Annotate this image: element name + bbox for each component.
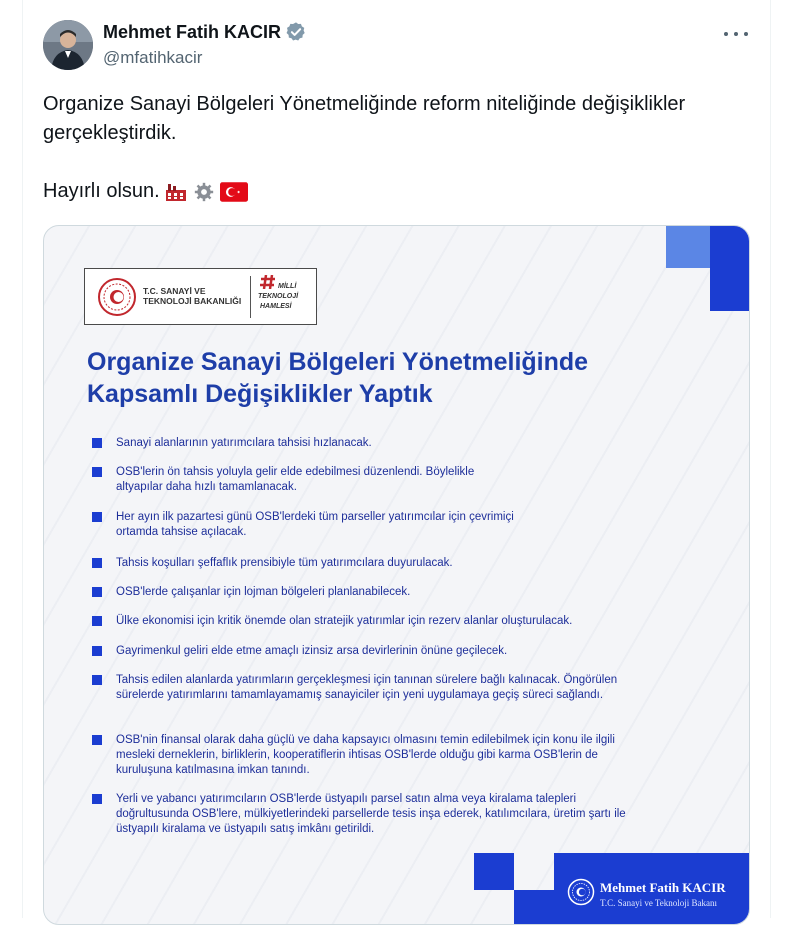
- tweet: [22, 0, 771, 918]
- decor-block-dark: [710, 226, 750, 311]
- bullet-item: OSB'lerde çalışanlar için lojman bölgeleri planlanabilecek.: [92, 585, 410, 600]
- bullet-item: OSB'nin finansal olarak daha güçlü ve daha kapsayıcı olmasını temin edilebilmek için konu ile ilgili mesleki derneklerin, birliklerin, kooperatiflerin ihtisas OSB'lerde olduğu gibi karma OSB'lerin de kuruluşuna katılmasına imkan tanındı.: [92, 733, 646, 778]
- movement-logo-line-1: MİLLİ: [278, 283, 297, 290]
- logo-divider: [250, 276, 251, 318]
- bullet-item: Tahsis koşulları şeffaflık prensibiyle tüm yatırımcılara duyurulacak.: [92, 556, 453, 571]
- tweet-text-hayirli: Hayırlı olsun.: [43, 180, 160, 202]
- movement-logo-line-3: HAMLESİ: [260, 303, 292, 310]
- bullet-item: OSB'lerin ön tahsis yoluyla gelir elde edebilmesi düzenlendi. Böylelikle altyapılar daha hızlı tamamlanacak.: [92, 465, 476, 495]
- media-headline-line-2: Kapsamlı Değişiklikler Yaptık: [87, 380, 433, 408]
- tweet-text: [43, 90, 753, 206]
- turkey-flag-icon: [220, 182, 248, 202]
- ministry-seal-icon: [97, 277, 137, 317]
- decor-block-bottom-1: [474, 853, 514, 890]
- avatar[interactable]: [43, 20, 93, 70]
- movement-logo: [258, 275, 310, 321]
- bullet-item: Sanayi alanlarının yatırımcılara tahsisi hızlanacak.: [92, 436, 372, 451]
- ministry-logo-line-2: TEKNOLOJİ BAKANLIĞI: [143, 296, 242, 306]
- factory-icon: [164, 182, 188, 202]
- decor-block-bottom-2: [514, 890, 554, 925]
- bullet-item: Tahsis edilen alanlarda yatırımların gerçekleşmesi için tanınan sürelere bağlı kalınacak. Öngörülen sürelerde yatırımlarını tamamlayamamış sanayiciler için yeni uygulamaya geçiş süreci sağlandı.: [92, 673, 626, 703]
- footer-title: T.C. Sanayi ve Teknoloji Bakanı: [600, 898, 718, 908]
- tweet-media-image[interactable]: [43, 225, 750, 925]
- more-options-icon[interactable]: [724, 24, 748, 44]
- media-headline: [87, 346, 687, 410]
- tweet-text-line-2: [43, 177, 753, 206]
- gear-icon: [192, 182, 216, 202]
- bullet-item: Ülke ekonomisi için kritik önemde olan stratejik yatırımlar için rezerv alanlar oluşturulacak.: [92, 614, 572, 629]
- ministry-logo-text: [143, 286, 241, 306]
- verified-badge-icon: [285, 21, 307, 43]
- handle[interactable]: @mfatihkacir: [103, 48, 203, 67]
- ministry-logo-line-1: T.C. SANAYİ VE: [143, 286, 206, 296]
- bullet-item: Gayrimenkul geliri elde etme amaçlı izinsiz arsa devirlerinin önüne geçilecek.: [92, 644, 507, 659]
- footer-seal-icon: [567, 878, 595, 906]
- bullet-item: Yerli ve yabancı yatırımcıların OSB'lerde üstyapılı parsel satın alma veya kiralama talepleri doğrultusunda OSB'lere, mülkiyetlerindeki parsellerde tesis inşa ederek, katılımcılara, üretim şartı ile üstyapılı kiralama ve üstyapılı satış imkânı getirildi.: [92, 792, 646, 837]
- media-headline-line-1: Organize Sanayi Bölgeleri Yönetmeliğinde: [87, 348, 589, 376]
- footer-name: Mehmet Fatih KACIR: [600, 880, 726, 895]
- author-name-row: [103, 21, 307, 43]
- display-name[interactable]: Mehmet Fatih KACIR: [103, 21, 282, 42]
- decor-block-light: [666, 226, 710, 268]
- tweet-text-line-1: Organize Sanayi Bölgeleri Yönetmeliğinde reform niteliğinde değişiklikler gerçekleştirdik.: [43, 93, 686, 144]
- bullet-item: Her ayın ilk pazartesi günü OSB'lerdeki tüm parseller yatırımcılar için çevrimiçi ortamda tahsise açılacak.: [92, 510, 546, 540]
- logo-box: [84, 268, 317, 325]
- movement-logo-line-2: TEKNOLOJİ: [258, 293, 299, 300]
